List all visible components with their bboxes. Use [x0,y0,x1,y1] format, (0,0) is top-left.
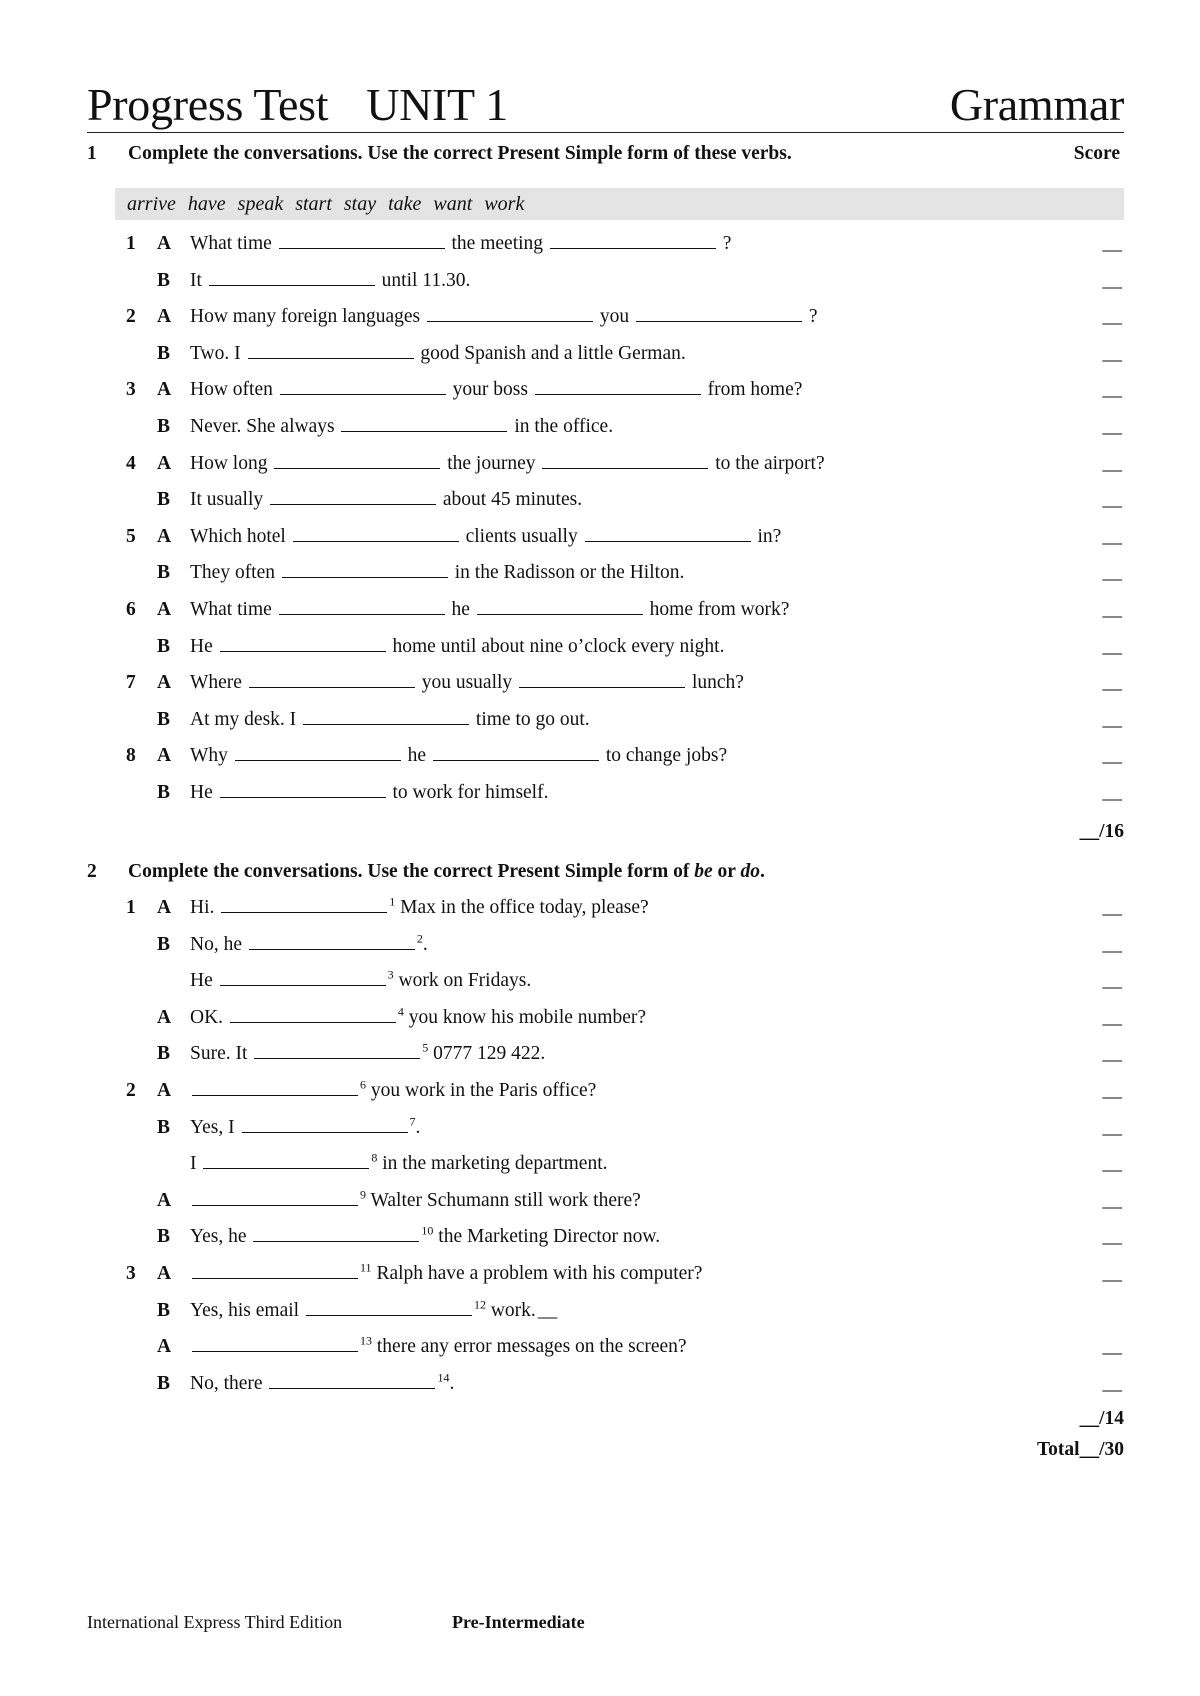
sentence [190,741,727,771]
sentence [190,705,590,735]
score-mark: __ [1102,708,1122,730]
verb-option: take [388,193,422,215]
sentence-text: you work in the Paris office? [370,1080,597,1101]
verb-option: arrive [127,193,176,215]
answer-blank[interactable] [248,339,414,359]
exercise-2-heading [87,858,1124,886]
title-unit: UNIT 1 [366,79,508,130]
sentence [190,930,428,960]
answer-blank[interactable] [433,741,599,761]
answer-blank[interactable] [254,1039,420,1059]
sentence-text: At my desk. I [190,708,297,730]
exercise-1-subtotal: __/16 [1079,821,1124,842]
sentence-text: He [190,782,213,803]
blank-number: 2 [416,931,423,946]
score-mark: __ [1102,342,1122,364]
speaker-label: A [157,1263,172,1284]
exercise-1-line [87,229,1124,259]
exercise-2-line [87,1003,1124,1033]
score-mark: __ [1102,745,1122,767]
sentence [190,229,731,259]
blank-number: 4 [397,1004,404,1019]
answer-blank[interactable] [192,1332,358,1352]
sentence-text: Never. She always [190,416,335,437]
sentence [190,1076,596,1106]
sentence-text: work on Fridays. [398,970,532,992]
score-mark: __ [1102,1043,1122,1065]
sentence [190,1113,420,1143]
exercise-2-line [87,1369,1124,1399]
exercise-2-line [87,1296,1124,1326]
sentence-text: home from work? [649,599,790,620]
sentence-text: How often [190,379,273,401]
sentence-text: No, there [190,1372,263,1394]
speaker-label: B [157,1372,171,1394]
exercise-2-line [87,893,1124,923]
answer-blank[interactable] [220,778,386,798]
speaker-label: B [157,269,171,291]
blank-number: 1 [389,894,396,909]
sentence-text: . [415,1116,421,1138]
answer-blank[interactable] [293,522,459,542]
exercise-1-line [87,266,1124,296]
page-title [87,78,508,132]
sentence-text: Hi. [190,897,215,918]
sentence [190,1186,641,1216]
question-number: 6 [126,599,136,620]
speaker-label: B [157,489,171,511]
sentence-text: They often [190,562,276,584]
speaker-label: A [157,745,172,767]
answer-blank[interactable] [550,229,716,249]
speaker-label: A [157,672,172,694]
sentence [190,375,802,405]
question-number: 4 [126,452,136,474]
sentence-text: Two. I [190,342,241,364]
exercise-2-line [87,1186,1124,1216]
sentence [190,1039,545,1069]
answer-blank[interactable] [220,966,386,986]
verb-option: want [433,193,473,215]
sentence [190,558,684,588]
exercise-2-line [87,1149,1124,1179]
score-mark: __ [1102,525,1122,547]
exercise-1-line [87,412,1124,442]
sentence-text: he [407,745,427,767]
score-mark: __ [1102,970,1122,992]
sentence [190,522,781,552]
sentence-text: your boss [452,379,528,401]
page-header [87,78,1124,133]
section-heading: Grammar [949,79,1124,130]
sentence-text: to change jobs? [605,745,728,767]
score-column-label: Score [1073,143,1120,164]
speaker-label: B [157,562,171,584]
speaker-label: A [157,306,172,328]
sentence-text: in the marketing department. [382,1153,608,1175]
sentence-text: Why [190,745,228,767]
sentence [190,595,789,625]
answer-blank[interactable] [636,302,802,322]
question-number: 8 [126,745,136,767]
sentence [190,632,724,662]
blank-number: 13 [360,1333,372,1348]
sentence-text: home until about nine o’clock every night. [392,635,725,657]
speaker-label: B [157,782,171,803]
sentence-text: the Marketing Director now. [438,1226,661,1248]
sentence-text: He [190,635,213,657]
sentence-text: from home? [707,379,803,401]
sentence-text: . [422,933,428,955]
sentence [190,485,582,515]
sentence-text: Yes, he [190,1226,247,1248]
score-mark: __ [1102,1226,1122,1248]
sentence-text: Walter Schumann still work there? [370,1189,641,1211]
sentence [190,1296,557,1326]
sentence-text: you usually [421,672,513,694]
answer-blank[interactable] [279,229,445,249]
exercise-2-line [87,1259,1124,1289]
sentence-text: Ralph have a problem with his computer? [376,1263,703,1284]
sentence-text: Max in the office today, please? [400,897,649,918]
total-score: Total__/30 [1036,1439,1124,1460]
sentence-text: ? [722,233,732,254]
exercise-2-line [87,1113,1124,1143]
blank-number: 10 [421,1223,434,1238]
score-mark: __ [1102,1153,1122,1175]
sentence-text: time to go out. [475,708,590,730]
footer-level: Pre-Intermediate [452,1612,585,1632]
score-mark: __ [537,1299,558,1321]
answer-blank[interactable] [519,668,685,688]
blank-number: 3 [387,967,394,982]
sentence [190,1332,687,1362]
answer-blank[interactable] [269,1369,435,1389]
exercise-1-line [87,339,1124,369]
speaker-label: B [157,1116,171,1138]
sentence-text: good Spanish and a little German. [420,342,686,364]
answer-blank[interactable] [220,632,386,652]
sentence-text: He [190,970,213,992]
sentence [190,1259,702,1289]
score-mark: __ [1102,897,1122,918]
score-mark: __ [1102,1189,1122,1211]
exercise-1-line [87,522,1124,552]
answer-blank[interactable] [209,266,375,286]
exercise-1-line [87,558,1124,588]
sentence-text: to work for himself. [392,782,549,803]
sentence-text: It usually [190,489,264,511]
exercise-2-line [87,930,1124,960]
sentence-text: . [449,1372,455,1394]
score-mark: __ [1102,269,1122,291]
sentence-text: in the Radisson or the Hilton. [454,562,685,584]
answer-blank[interactable] [274,449,440,469]
sentence-text: I [190,1153,197,1175]
sentence-text: in? [757,525,782,547]
exercise-1-line [87,705,1124,735]
sentence-text: It [190,269,202,291]
score-mark: __ [1102,1372,1122,1394]
sentence [190,1369,454,1399]
title-progress-test: Progress Test [87,79,329,130]
sentence-text: you [599,306,630,328]
answer-blank[interactable] [192,1259,358,1279]
sentence [190,266,470,296]
answer-blank[interactable] [341,412,507,432]
blank-number: 14 [437,1370,450,1385]
answer-blank[interactable] [535,375,701,395]
sentence-text: How many foreign languages [190,306,421,328]
exercise-2-line [87,1076,1124,1106]
speaker-label: B [157,708,171,730]
verb-be: be [694,861,713,882]
sentence [190,1222,660,1252]
speaker-label: A [157,452,172,474]
score-mark: __ [1102,562,1122,584]
exercise-1-line [87,375,1124,405]
score-mark: __ [1102,306,1122,328]
verb-option: have [187,193,226,215]
exercise-1-heading [87,140,1124,168]
exercise-2-line [87,1332,1124,1362]
sentence [190,668,744,698]
speaker-label: A [157,1336,172,1358]
answer-blank[interactable] [542,449,708,469]
question-number: 1 [126,233,136,254]
exercise-2-subtotal: __/14 [1079,1408,1124,1429]
speaker-label: A [157,1189,172,1211]
speaker-label: A [157,1080,172,1101]
sentence [190,339,686,369]
exercise-1-line [87,668,1124,698]
answer-blank[interactable] [280,375,446,395]
verb-do: do [740,861,760,882]
score-mark: __ [1102,379,1122,401]
sentence-text: No, he [190,933,242,955]
exercise-number: 2 [87,861,97,882]
answer-blank[interactable] [306,1296,472,1316]
score-mark: __ [1102,635,1122,657]
speaker-label: B [157,342,171,364]
answer-blank[interactable] [221,893,387,913]
sentence-text: you know his mobile number? [408,1006,647,1028]
sentence-text: the meeting [451,233,544,254]
question-number: 1 [126,897,136,918]
speaker-label: B [157,1043,171,1065]
score-mark: __ [1102,416,1122,437]
score-mark: __ [1102,1336,1122,1358]
question-number: 3 [126,1263,136,1284]
score-mark: __ [1102,1006,1122,1028]
verb-word-box [115,188,1124,220]
sentence-text: What time [190,233,272,254]
sentence-text: he [451,599,470,620]
score-mark: __ [1102,1080,1122,1101]
sentence [190,966,531,996]
speaker-label: B [157,1226,171,1248]
exercise-2-line [87,1039,1124,1069]
sentence [190,302,818,332]
exercise-number: 1 [87,143,97,164]
answer-blank[interactable] [192,1186,358,1206]
speaker-label: B [157,416,171,437]
answer-blank[interactable] [235,741,401,761]
question-number: 2 [126,1080,136,1101]
answer-blank[interactable] [242,1113,408,1133]
answer-blank[interactable] [279,595,445,615]
answer-blank[interactable] [585,522,751,542]
speaker-label: A [157,599,172,620]
question-number: 7 [126,672,136,694]
exercise-1-line [87,302,1124,332]
exercise-instruction: Complete the conversations. Use the correct Present Simple form of be or do. [128,861,765,882]
sentence-text: ? [808,306,818,328]
score-mark: __ [1102,233,1122,254]
exercise-2-line [87,966,1124,996]
answer-blank[interactable] [249,930,415,950]
sentence-text: the journey [447,452,536,474]
score-mark: __ [1102,782,1122,803]
answer-blank[interactable] [249,668,415,688]
score-mark: __ [1102,672,1122,694]
blank-number: 9 [360,1187,366,1202]
question-number: 2 [126,306,136,328]
sentence-text: OK. [190,1006,224,1028]
speaker-label: B [157,635,171,657]
exercise-1-line [87,449,1124,479]
blank-number: 11 [360,1260,372,1275]
sentence-text: Sure. It [190,1043,248,1065]
answer-blank[interactable] [253,1222,419,1242]
speaker-label: B [157,1299,171,1321]
sentence [190,1003,646,1033]
answer-blank[interactable] [270,485,436,505]
verb-option: speak [237,193,284,215]
blank-number: 12 [473,1297,486,1312]
answer-blank[interactable] [427,302,593,322]
exercise-1-line [87,485,1124,515]
blank-number: 5 [422,1040,429,1055]
verb-option: start [295,193,332,215]
answer-blank[interactable] [203,1149,369,1169]
blank-number: 8 [371,1150,378,1165]
exercise-1-line [87,741,1124,771]
question-number: 3 [126,379,136,401]
sentence-text: in the office. [514,416,614,437]
speaker-label: B [157,933,171,955]
sentence [190,412,613,442]
sentence-text: until 11.30. [381,269,471,291]
answer-blank[interactable] [477,595,643,615]
sentence [190,1149,608,1179]
answer-blank[interactable] [282,558,448,578]
blank-number: 7 [409,1114,416,1129]
sentence-text: work. [490,1299,536,1321]
sentence-text: How long [190,452,268,474]
answer-blank[interactable] [230,1003,396,1023]
sentence-text: about 45 minutes. [442,489,583,511]
score-mark: __ [1102,489,1122,511]
speaker-label: A [157,379,172,401]
sentence-text: Yes, I [190,1116,235,1138]
sentence [190,893,649,923]
blank-number: 6 [360,1077,366,1092]
sentence-text: Yes, his email [190,1299,300,1321]
sentence-text: Which hotel [190,525,286,547]
sentence-text: to the airport? [715,452,825,474]
score-mark: __ [1102,1263,1122,1284]
sentence [190,449,825,479]
exercise-1-line [87,595,1124,625]
verb-option: stay [343,193,377,215]
speaker-label: A [157,233,172,254]
question-number: 5 [126,525,136,547]
answer-blank[interactable] [192,1076,358,1096]
exercise-2-line [87,1222,1124,1252]
score-mark: __ [1102,933,1122,955]
score-mark: __ [1102,452,1122,474]
speaker-label: A [157,897,172,918]
sentence-text: 0777 129 422. [433,1043,546,1065]
sentence [190,778,548,808]
exercise-instruction: Complete the conversations. Use the correct Present Simple form of these verbs. [128,143,792,164]
exercise-1-line [87,778,1124,808]
speaker-label: A [157,1006,172,1028]
score-mark: __ [1102,1116,1122,1138]
verb-option: work [484,193,525,215]
sentence-text: there any error messages on the screen? [376,1336,687,1358]
sentence-text: Where [190,672,242,694]
footer-book-title: International Express Third Edition [87,1612,343,1632]
speaker-label: A [157,525,172,547]
score-mark: __ [1102,599,1122,620]
sentence-text: What time [190,599,272,620]
exercise-1-line [87,632,1124,662]
answer-blank[interactable] [303,705,469,725]
sentence-text: lunch? [691,672,744,694]
sentence-text: clients usually [465,525,578,547]
